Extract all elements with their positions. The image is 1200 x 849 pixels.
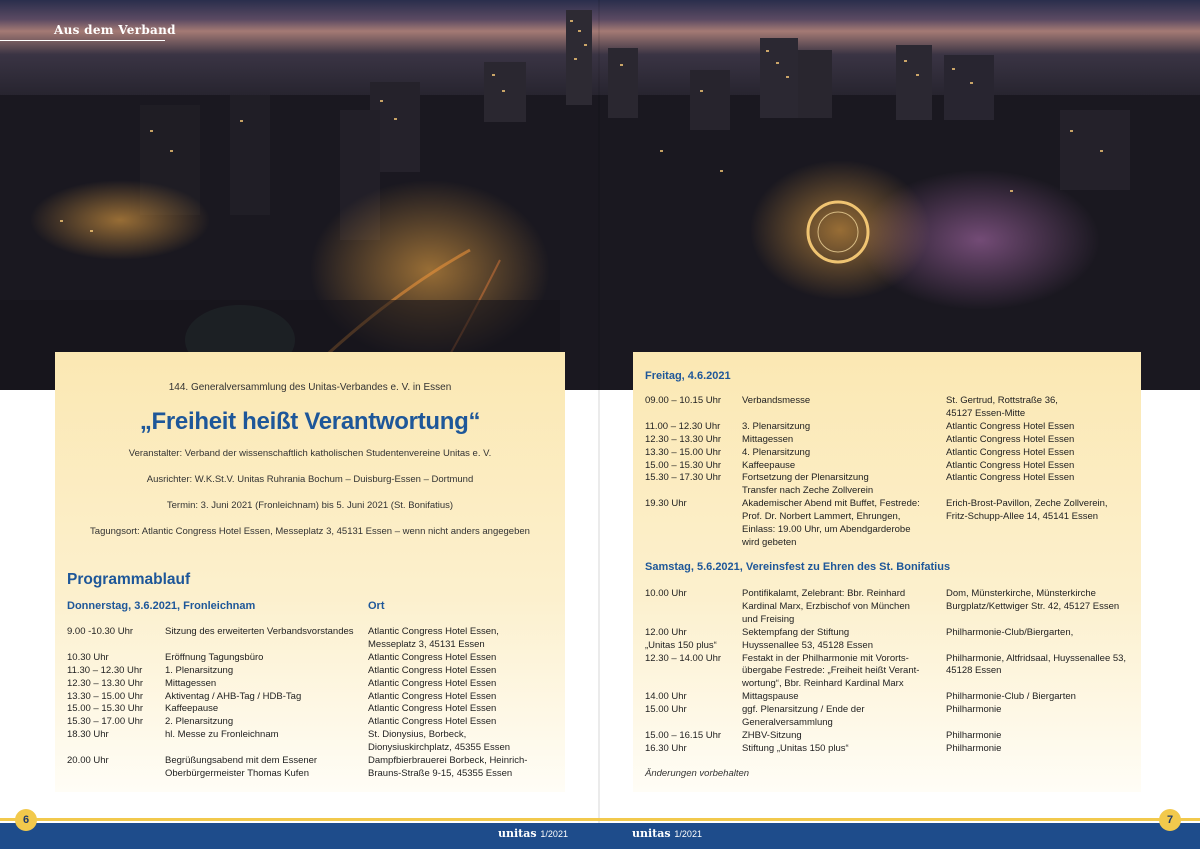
schedule-time: 15.30 – 17.30 Uhr [645, 472, 722, 484]
brand-name: unitas [498, 827, 537, 840]
schedule-event: 2. Plenarsitzung [165, 716, 234, 728]
schedule-time: 10.30 Uhr [67, 651, 109, 663]
tagungsort-line: Tagungsort: Atlantic Congress Hotel Essen, Messeplatz 3, 45131 Essen – wenn nicht anders angegeben [90, 526, 530, 537]
brand-name: unitas [632, 827, 671, 840]
schedule-time: 10.00 Uhr [645, 588, 687, 599]
section-underline [0, 40, 165, 41]
schedule-time: 16.30 Uhr [645, 742, 687, 754]
schedule-place: Philharmonie [946, 729, 1002, 741]
schedule-place: Dionysiuskirchplatz, 45355 Essen [368, 742, 511, 754]
footer-brand-left [498, 827, 568, 840]
schedule-time: 13.30 – 15.00 Uhr [645, 446, 722, 458]
schedule-time: 12.30 – 13.30 Uhr [67, 677, 144, 689]
schedule-place: Atlantic Congress Hotel Essen, [368, 626, 499, 637]
schedule-time: 9.00 -10.30 Uhr [67, 626, 134, 637]
issue-number: 1/2021 [674, 829, 702, 839]
schedule-event: Fortsetzung der Plenarsitzung [742, 472, 869, 484]
schedule-time: „Unitas 150 plus“ [645, 639, 717, 651]
schedule-place: Fritz-Schupp-Allee 14, 45141 Essen [946, 511, 1099, 523]
schedule-place: Philharmonie [946, 704, 1002, 716]
schedule-place: Atlantic Congress Hotel Essen [946, 433, 1075, 445]
schedule-place: Erich-Brost-Pavillon, Zeche Zollverein, [946, 498, 1108, 510]
schedule-place: St. Gertrud, Rottstraße 36, [946, 395, 1058, 406]
schedule-place: 45128 Essen [946, 665, 1002, 677]
schedule-time: 12.30 – 13.30 Uhr [645, 433, 722, 445]
schedule-event: ZHBV-Sitzung [742, 729, 802, 741]
schedule-event: Mittagessen [165, 677, 217, 689]
schedule-place: 45127 Essen-Mitte [946, 407, 1026, 419]
schedule-event: 1. Plenarsitzung [165, 664, 234, 676]
termin-line: Termin: 3. Juni 2021 (Fronleichnam) bis 5. Juni 2021 (St. Bonifatius) [166, 500, 454, 511]
schedule-event: Aktiventag / AHB-Tag / HDB-Tag [165, 690, 302, 702]
schedule-event: Transfer nach Zeche Zollverein [742, 485, 874, 497]
saturday-heading: Samstag, 5.6.2021, Vereinsfest zu Ehren des St. Bonifatius [645, 561, 951, 573]
schedule-place: Burgplatz/Kettwiger Str. 42, 45127 Essen [946, 600, 1120, 612]
schedule-event: 3. Plenarsitzung [742, 420, 811, 432]
schedule-event: Verbandsmesse [742, 395, 811, 406]
schedule-place: Atlantic Congress Hotel Essen [368, 664, 497, 676]
schedule-time: 11.00 – 12.30 Uhr [645, 420, 721, 432]
footer-bar [0, 823, 1200, 849]
skyline-illustration [0, 0, 1200, 390]
schedule-place: Philharmonie-Club/Biergarten, [946, 626, 1074, 638]
schedule-time: 19.30 Uhr [645, 498, 687, 510]
schedule-place: Brauns-Straße 9-15, 45355 Essen [368, 767, 513, 779]
schedule-event: Kaffeepause [165, 703, 219, 715]
schedule-place: Atlantic Congress Hotel Essen [946, 459, 1075, 471]
schedule-place: Atlantic Congress Hotel Essen [368, 716, 497, 728]
schedule-place: Philharmonie-Club / Biergarten [946, 691, 1076, 703]
schedule-time: 20.00 Uhr [67, 755, 109, 766]
thursday-heading: Donnerstag, 3.6.2021, Fronleichnam [67, 600, 256, 612]
city-skyline-photo [0, 0, 1200, 390]
schedule-place: Dom, Münsterkirche, Münsterkirche [946, 588, 1096, 599]
section-title: Aus dem Verband [54, 23, 176, 37]
schedule-event: ggf. Plenarsitzung / Ende der [742, 704, 865, 716]
program-panel-left [55, 352, 565, 792]
schedule-place: Atlantic Congress Hotel Essen [946, 446, 1075, 458]
schedule-event: wird gebeten [742, 536, 797, 548]
schedule-event: Sitzung des erweiterten Verbandsvorstandes [165, 626, 354, 637]
schedule-event: Festakt in der Philharmonie mit Vororts- [742, 652, 909, 664]
schedule-event: Eröffnung Tagungsbüro [165, 651, 264, 663]
schedule-event: Begrüßungsabend mit dem Essener [165, 755, 318, 766]
schedule-time: 15.00 Uhr [645, 704, 687, 716]
schedule-place: Atlantic Congress Hotel Essen [368, 651, 497, 663]
schedule-time: 12.30 – 14.00 Uhr [645, 652, 722, 664]
friday-heading: Freitag, 4.6.2021 [645, 370, 731, 382]
schedule-time: 14.00 Uhr [645, 691, 687, 703]
schedule-event: Stiftung „Unitas 150 plus“ [742, 742, 849, 754]
schedule-event: Pontifikalamt, Zelebrant: Bbr. Reinhard [742, 588, 906, 599]
schedule-time: 15.00 – 16.15 Uhr [645, 729, 722, 741]
schedule-time: 15.00 – 15.30 Uhr [645, 459, 722, 471]
schedule-time: 18.30 Uhr [67, 729, 109, 741]
issue-number: 1/2021 [540, 829, 568, 839]
schedule-event: Kaffeepause [742, 459, 796, 471]
schedule-event: Mittagspause [742, 691, 799, 703]
schedule-place: Atlantic Congress Hotel Essen [368, 690, 497, 702]
schedule-event: Sektempfang der Stiftung [742, 626, 850, 638]
schedule-event: 4. Plenarsitzung [742, 446, 811, 458]
schedule-event: Generalversammlung [742, 717, 833, 728]
program-panel-right [633, 352, 1141, 792]
event-subtitle: 144. Generalversammlung des Unitas-Verbandes e. V. in Essen [168, 382, 452, 393]
schedule-place: Atlantic Congress Hotel Essen [946, 472, 1075, 484]
schedule-event: übergabe Festrede: „Freiheit heißt Verant- [742, 665, 920, 677]
page-number-right: 7 [1159, 809, 1181, 831]
schedule-event: Mittagessen [742, 433, 794, 445]
schedule-place: Atlantic Congress Hotel Essen [368, 677, 497, 689]
schedule-time: 15.30 – 17.00 Uhr [67, 716, 144, 728]
schedule-place: Atlantic Congress Hotel Essen [946, 420, 1075, 432]
veranstalter-line: Veranstalter: Verband der wissenschaftlich katholischen Studentenvereine Unitas e. V. [128, 448, 492, 459]
footer-brand-right [632, 827, 702, 840]
page-gutter [598, 0, 600, 849]
schedule-place: Atlantic Congress Hotel Essen [368, 703, 497, 715]
schedule-place: Philharmonie, Altfridsaal, Huyssenallee 53, [946, 652, 1127, 664]
schedule-event: hl. Messe zu Fronleichnam [165, 729, 279, 741]
schedule-time: 09.00 – 10.15 Uhr [645, 395, 722, 406]
schedule-event: Einlass: 19.00 Uhr, um Abendgarderobe [742, 524, 911, 535]
schedule-event: und Freising [742, 613, 795, 625]
page-number-left: 6 [15, 809, 37, 831]
ausrichter-line: Ausrichter: W.K.St.V. Unitas Ruhrania Bochum – Duisburg-Essen – Dortmund [146, 474, 474, 485]
schedule-event: Akademischer Abend mit Buffet, Festrede: [742, 498, 920, 510]
event-headline: „Freiheit heißt Verantwortung“ [139, 408, 481, 435]
schedule-event: Huyssenallee 53, 45128 Essen [742, 639, 873, 651]
schedule-place: Dampfbierbrauerei Borbeck, Heinrich- [368, 755, 528, 766]
schedule-place: Messeplatz 3, 45131 Essen [368, 638, 485, 650]
changes-note: Änderungen vorbehalten [645, 768, 750, 779]
footer-gold-line [0, 818, 1200, 821]
schedule-place: St. Dionysius, Borbeck, [368, 729, 467, 741]
schedule-time: 11.30 – 12.30 Uhr [67, 664, 143, 676]
schedule-time: 13.30 – 15.00 Uhr [67, 690, 144, 702]
ort-column-header: Ort [368, 600, 385, 612]
schedule-event: wortung“, Bbr. Reinhard Kardinal Marx [742, 678, 904, 690]
schedule-time: 12.00 Uhr [645, 626, 687, 638]
schedule-place: Philharmonie [946, 742, 1002, 754]
schedule-event: Prof. Dr. Norbert Lammert, Ehrungen, [742, 511, 901, 523]
schedule-event: Oberbürgermeister Thomas Kufen [165, 767, 309, 779]
programm-heading: Programmablauf [67, 571, 191, 588]
schedule-time: 15.00 – 15.30 Uhr [67, 703, 144, 715]
schedule-event: Kardinal Marx, Erzbischof von München [742, 600, 910, 612]
